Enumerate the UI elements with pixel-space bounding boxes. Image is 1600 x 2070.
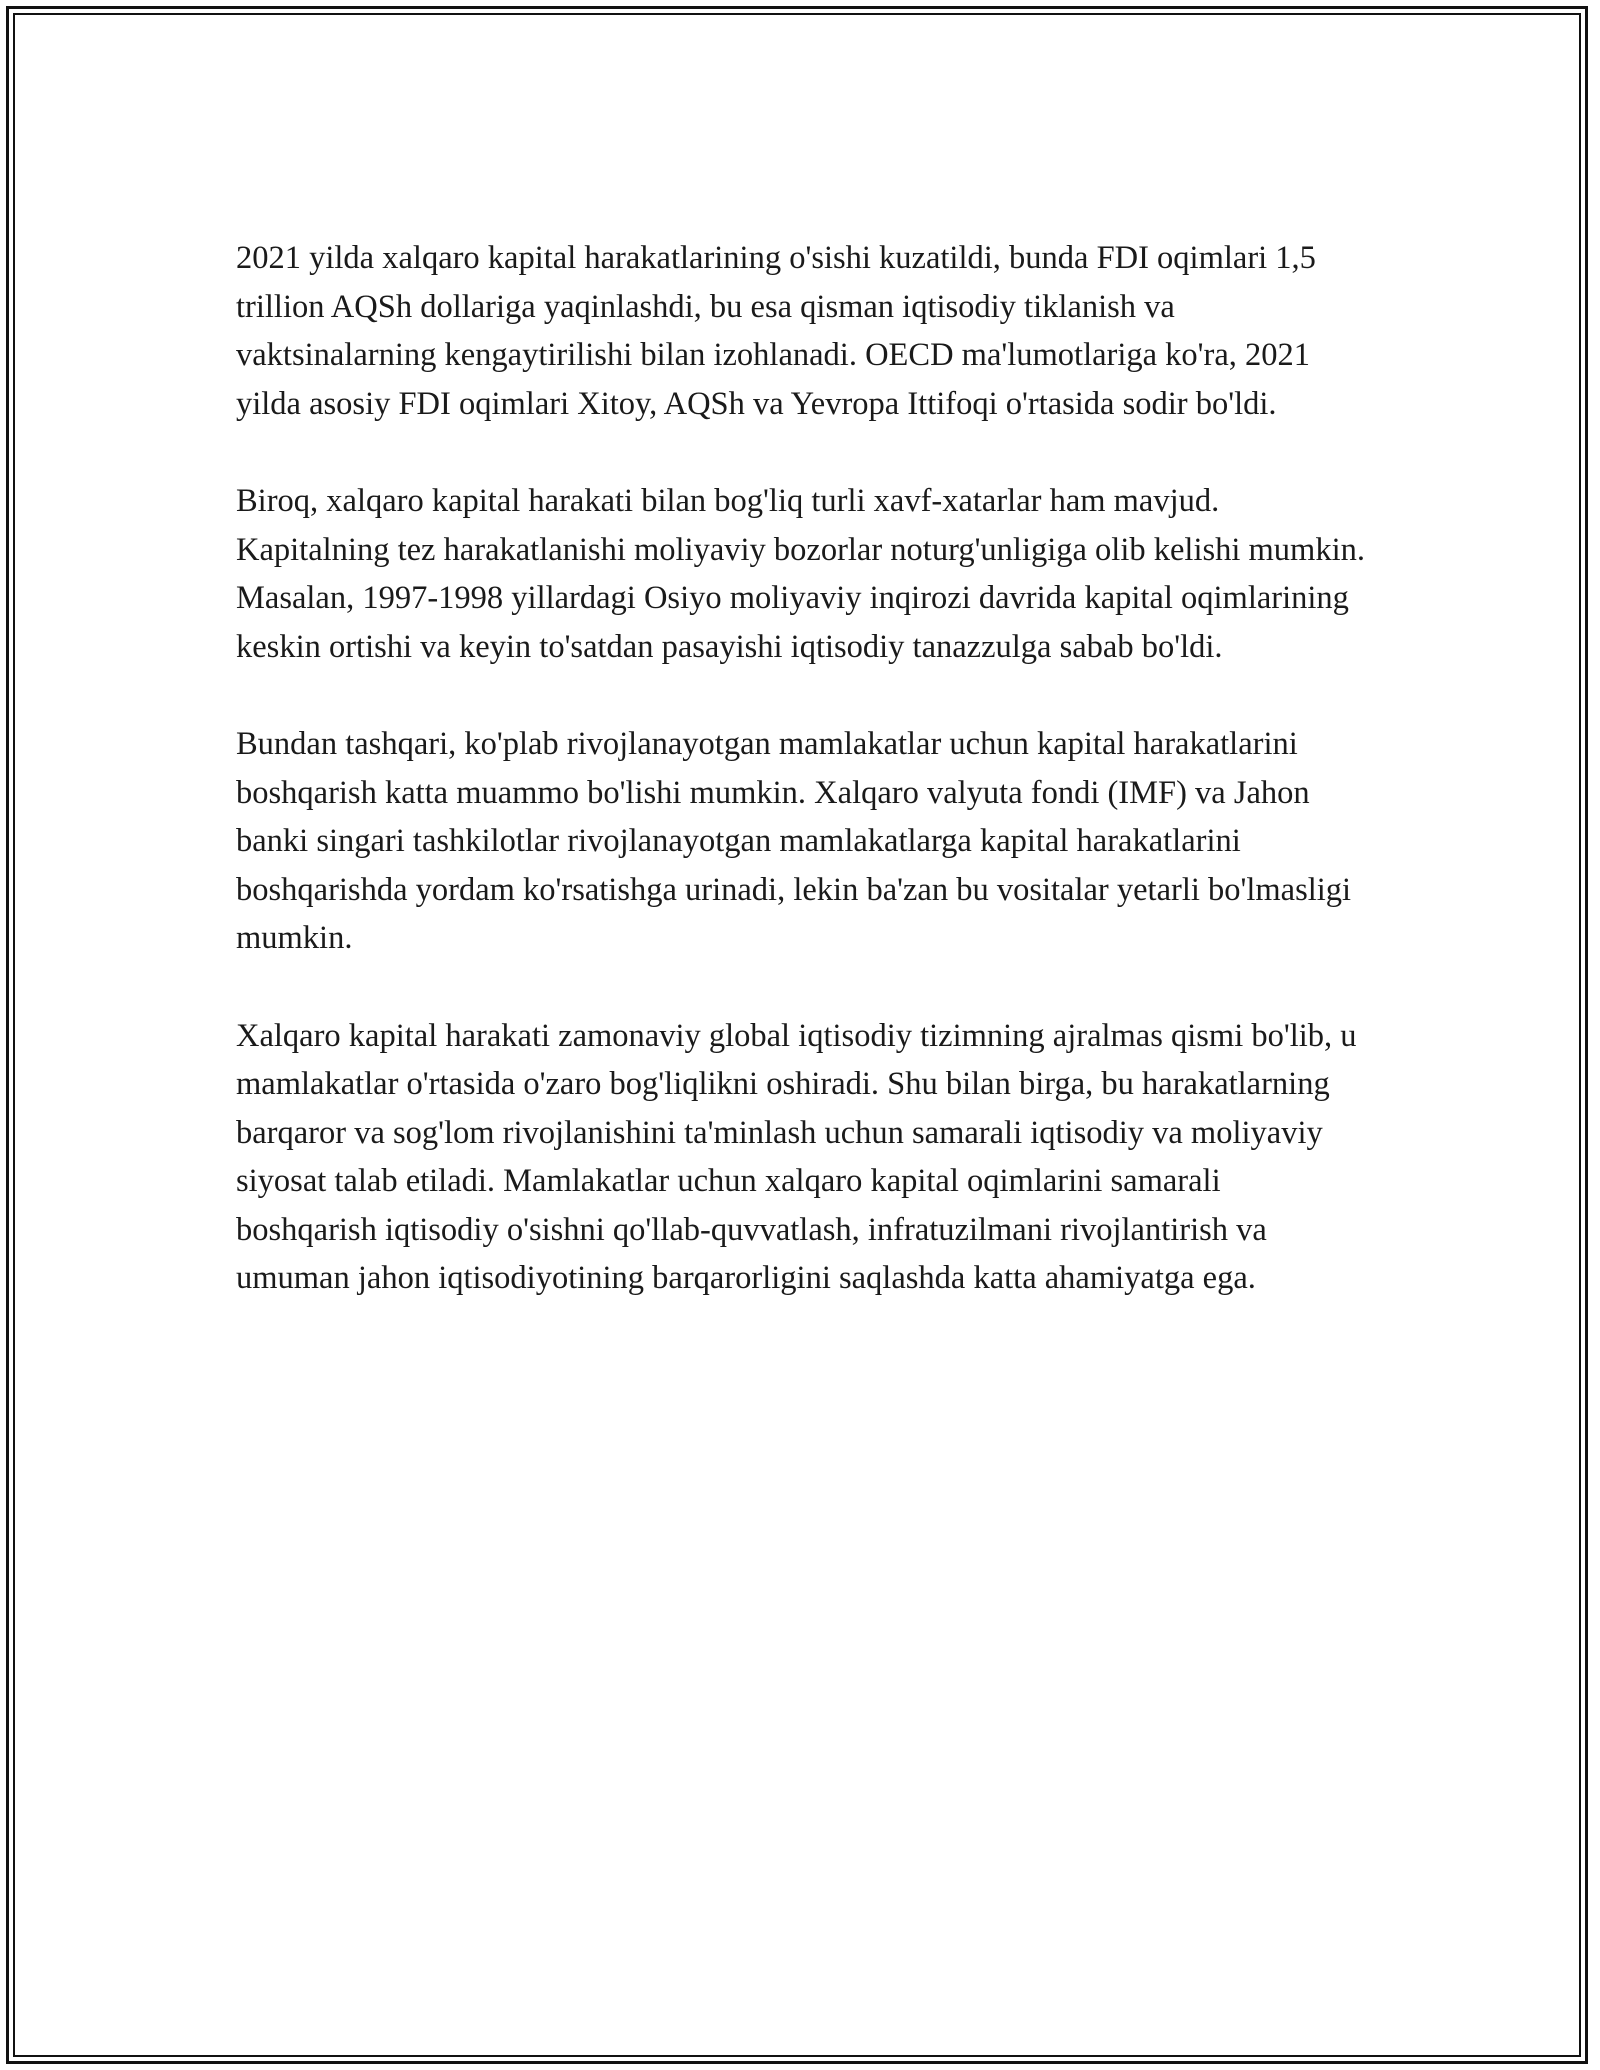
paragraph-conclusion: Xalqaro kapital harakati zamonaviy global iqtisodiy tizimning ajralmas qismi bo'lib, u mamlakatlar o'rtasida o'zaro bog'liqlikni oshiradi. Shu bilan birga, bu harakatlarning barqaror va sog'lom rivojlanishini ta'minlash uchun samarali iqtisodiy va moliyaviy siyosat talab etiladi. Mamlakatlar uchun xalqaro kapital oqimlarini samarali boshqarish iqtisodiy o'sishni qo'llab-quvvatlash, infratuzilmani rivojlantirish va umuman jahon iqtisodiyotining barqarorligini saqlashda katta ahamiyatga ega. [236, 1017, 1357, 1296]
document-body [236, 234, 1366, 1352]
paragraph-fdi-growth-2021: 2021 yilda xalqaro kapital harakatlarining o'sishi kuzatildi, bunda FDI oqimlari 1,5 trillion AQSh dollariga yaqinlashdi, bu esa qisman iqtisodiy tiklanish va vaktsinalarning kengaytirilishi bilan izohlanadi. OECD ma'lumotlariga ko'ra, 2021 yilda asosiy FDI oqimlari Xitoy, AQSh va Yevropa Ittifoqi o'rtasida sodir bo'ldi. [236, 240, 1316, 422]
paragraph-developing-countries: Bundan tashqari, ko'plab rivojlanayotgan mamlakatlar uchun kapital harakatlarini boshqarish katta muammo bo'lishi mumkin. Xalqaro valyuta fondi (IMF) va Jahon banki singari tashkilotlar rivojlanayotgan mamlakatlarga kapital harakatlarini boshqarishda yordam ko'rsatishga urinadi, lekin ba'zan bu vositalar yetarli bo'lmasligi mumkin. [236, 726, 1352, 956]
paragraph-capital-flow-risks: Biroq, xalqaro kapital harakati bilan bog'liq turli xavf-xatarlar ham mavjud. Kapitalning tez harakatlanishi moliyaviy bozorlar noturg'unligiga olib kelishi mumkin. Masalan, 1997-1998 yillardagi Osiyo moliyaviy inqirozi davrida kapital oqimlarining keskin ortishi va keyin to'satdan pasayishi iqtisodiy tanazzulga sabab bo'ldi. [236, 483, 1365, 665]
